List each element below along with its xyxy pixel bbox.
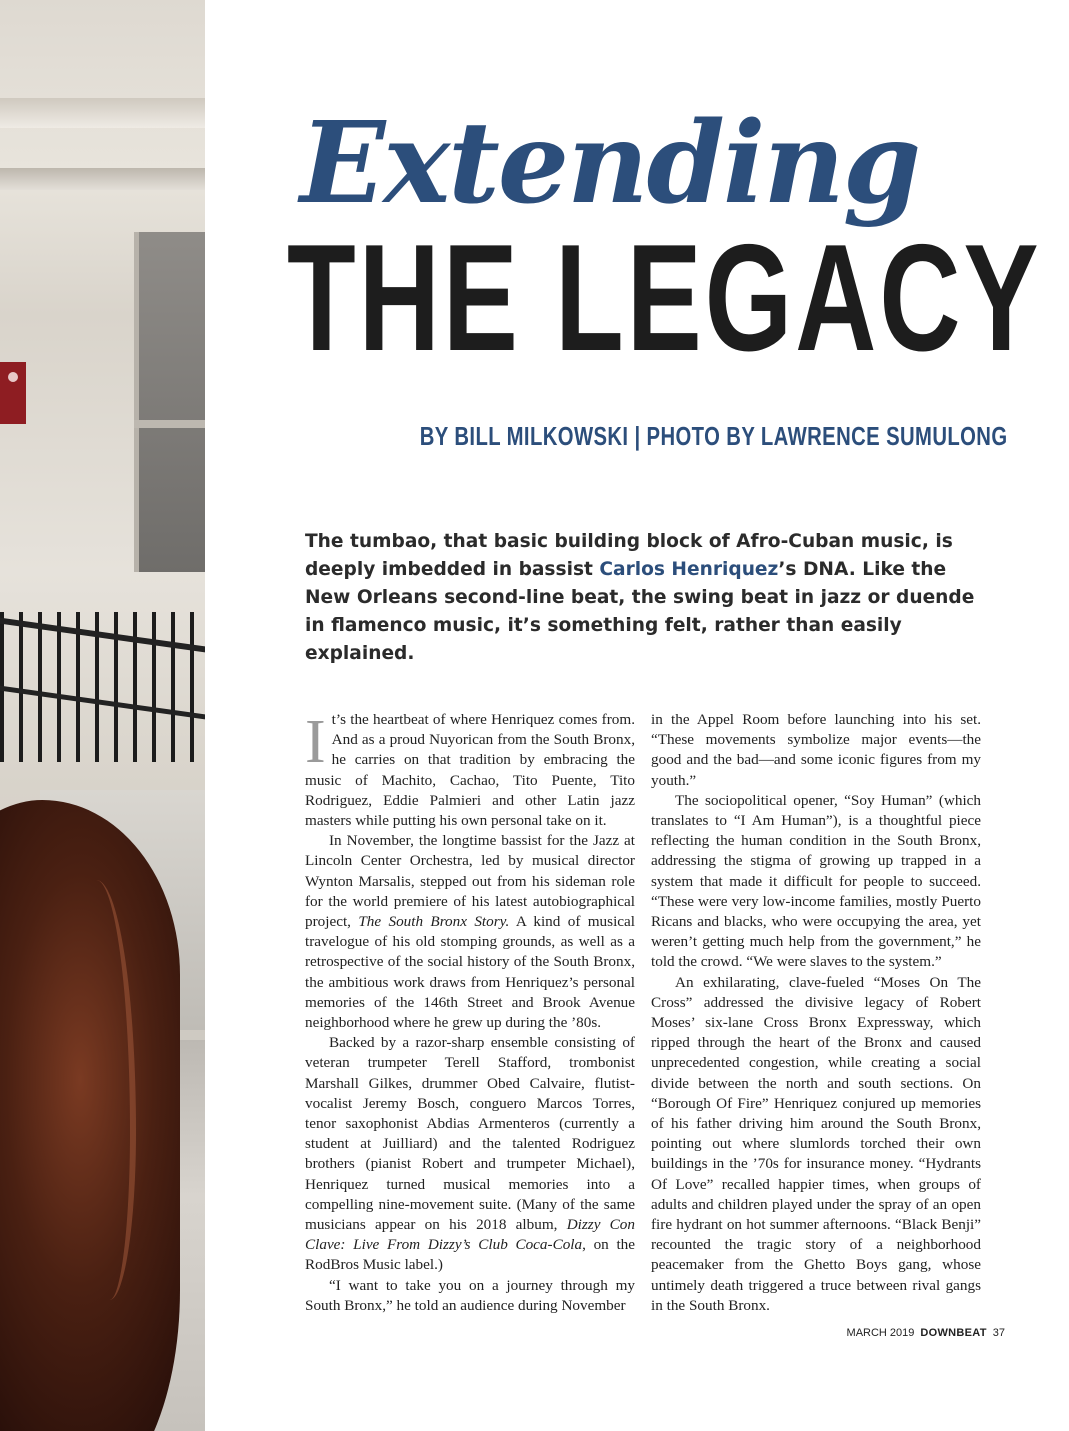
article-paragraph: The sociopolitical opener, “Soy Human” (which translates to “I Am Human”), is a thoughtful piece reflecting the human condition in the South Bronx, addressing the stigma of growing up trapped in a system that made it difficult for people to succeed. “These were very low-income families, mostly Puerto Ricans and blacks, who were occupying the area, yet weren’t getting much help from the government,” he told the crowd. “We were slaves to the system.” — [651, 791, 981, 971]
paragraph-text: , on the RodBros Music label.) — [305, 1236, 636, 1274]
article-column-right — [651, 710, 981, 1316]
article-paragraph: “I want to take you on a journey through my South Bronx,” he told an audience during November — [305, 1276, 635, 1314]
work-title: The South Bronx Story. — [358, 913, 510, 931]
red-sign — [0, 362, 26, 424]
article-paragraph — [305, 1033, 635, 1275]
headline-script: Extending — [300, 98, 920, 229]
article-column-left — [305, 710, 635, 1316]
page-footer — [847, 1327, 1005, 1339]
article-paragraph: An exhilarating, clave-fueled “Moses On The Cross” addressed the divisive legacy of Robert Moses’ six-lane Cross Bronx Expressway, which ripped through the heart of the Bronx and caused unprecedented congestion, while creating a social divide between the north and south sections. On “Borough Of Fire” Henriquez conjured up memories of his father driving him around the South Bronx, pointing out where slumlords torched their own buildings in the ’70s for insurance money. “Hydrants Of Love” recalled happier times, when groups of adults and children played under the spray of an open fire hydrant on hot summer afternoons. “Black Benji” recounted the tragic story of a neighborhood peacemaker from the Ghetto Boys gang, whose untimely death triggered a truce between rival gangs in the South Bronx. — [651, 973, 981, 1314]
article-paragraph — [305, 710, 635, 831]
lede-text-before: The tumbao, that basic building block of Afro-Cuban music, is deeply imbedded in bassist — [305, 531, 953, 580]
byline: BY BILL MILKOWSKI | PHOTO BY LAWRENCE SUMULONG — [419, 421, 1007, 451]
issue-date: MARCH 2019 — [846, 1327, 915, 1339]
headline-main: THE LEGACY — [287, 213, 1042, 383]
cover-photo — [0, 0, 205, 1431]
page-number: 37 — [992, 1327, 1005, 1339]
lede-paragraph — [305, 528, 995, 668]
magazine-name: DOWNBEAT — [920, 1327, 987, 1339]
paragraph-text: In November, the longtime bassist for the Jazz at Lincoln Center Orchestra, led by musical director Wynton Marsalis, stepped out from his sideman role for the world premiere of his latest autobiographical project, — [305, 832, 635, 931]
lede-artist-name: Carlos Henriquez — [599, 559, 779, 580]
building-window — [134, 232, 205, 572]
building-ledge-lower — [0, 168, 205, 190]
paragraph-text: Backed by a razor-sharp ensemble consisting of veteran trumpeter Terell Stafford, trombonist Marshall Gilkes, drummer Obed Calvaire, flutist-vocalist Jeremy Bosch, conguero Marcos Torres, tenor saxophonist Abdias Armenteros (currently a student at Juilliard) and the talented Rodriguez brothers (pianist Robert and trumpeter Michael), Henriquez turned musical memories into a compelling nine-movement suite. (Many of the same musicians appear on his 2018 album, — [305, 1034, 635, 1234]
lede-text-after: ’s DNA. Like the New Orleans second-line beat, the swing beat in jazz or duende in flamenco music, it’s something felt, rather than easily explained. — [305, 559, 975, 664]
paragraph-text: t’s the heartbeat of where Henriquez comes from. And as a proud Nuyorican from the South Bronx, he carries on that tradition by embracing the music of Machito, Cachao, Tito Puente, Tito Rodriguez, Eddie Palmieri and other Latin jazz masters while putting his own personal take on it. — [305, 711, 635, 830]
article-paragraph — [305, 831, 635, 1033]
album-title: Dizzy Con Clave: Live From Dizzy’s Club Coca-Cola — [305, 1216, 635, 1254]
building-ledge — [0, 98, 205, 128]
drop-cap: I — [305, 708, 326, 776]
sign-emblem-icon — [8, 372, 18, 382]
paragraph-text: A kind of musical travelogue of his old stomping grounds, as well as a retrospective of the social history of the South Bronx, the ambitious work draws from Henriquez’s personal memories of the 146th Street and Brook Avenue neighborhood where he grew up during the ’80s. — [305, 913, 635, 1032]
window-frame — [134, 420, 205, 428]
article-paragraph: in the Appel Room before launching into his set. “These movements symbolize major events—the good and the bad—and some iconic figures from my youth.” — [651, 711, 981, 789]
